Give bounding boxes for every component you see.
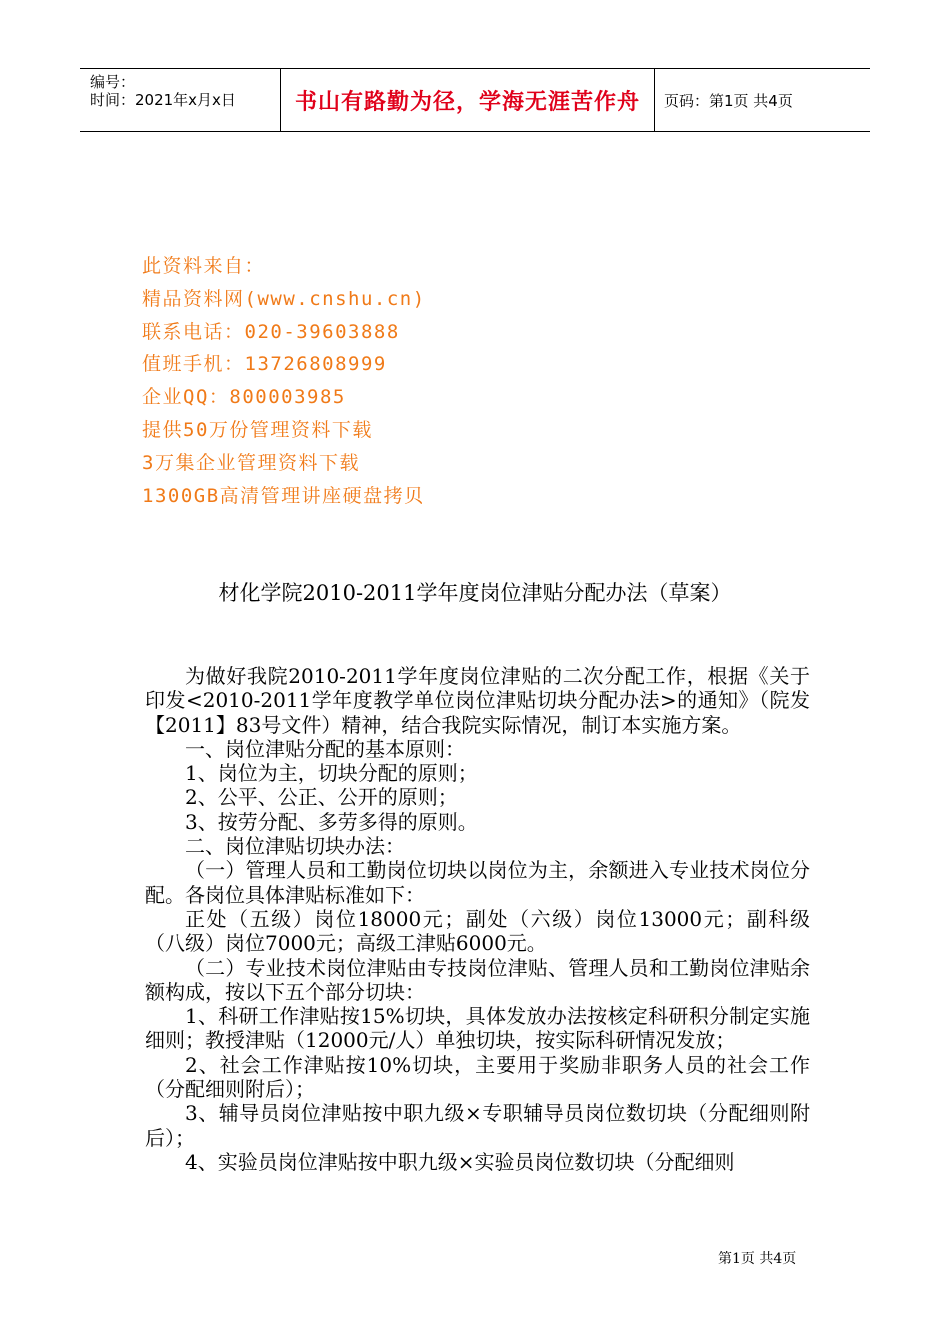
paragraph: 为做好我院2010-2011学年度岗位津贴的二次分配工作，根据《关于印发<2010-2011学年度教学单位岗位津贴切块分配办法>的通知》（院发【2011】83号文件）精神，结合我院实际情况，制订本实施方案。 bbox=[145, 664, 810, 737]
header-left-cell bbox=[80, 69, 280, 131]
header-motto-cell bbox=[280, 69, 655, 131]
paragraph: 4、实验员岗位津贴按中职九级×实验员岗位数切块（分配细则 bbox=[185, 1149, 735, 1174]
ad-line: 3万集企业管理资料下载 bbox=[142, 451, 360, 474]
number-label: 编号： bbox=[90, 73, 136, 91]
page-footer: 第1页 共4页 bbox=[718, 1251, 797, 1267]
paragraph: 3、按劳分配、多劳多得的原则。 bbox=[185, 809, 478, 834]
paragraph: 3、辅导员岗位津贴按中职九级×专职辅导员岗位数切块（分配细则附后）； bbox=[145, 1101, 810, 1150]
paragraph: 一、岗位津贴分配的基本原则： bbox=[185, 736, 465, 761]
page-number-label: 页码：第1页 共4页 bbox=[664, 91, 793, 110]
ad-line: 1300GB高清管理讲座硬盘拷贝 bbox=[142, 484, 425, 507]
paragraph: （一）管理人员和工勤岗位切块以岗位为主，余额进入专业技术岗位分配。各岗位具体津贴标准如下： bbox=[145, 858, 810, 907]
ad-line: 此资料来自： bbox=[142, 255, 266, 277]
ad-line: 值班手机：13726808999 bbox=[142, 353, 387, 376]
paragraph: 二、岗位津贴切块办法： bbox=[185, 834, 405, 859]
paragraph: 2、社会工作津贴按10%切块，主要用于奖励非职务人员的社会工作（分配细则附后）； bbox=[145, 1052, 810, 1102]
time-label: 时间：2021年x月x日 bbox=[90, 91, 236, 109]
motto: 书山有路勤为径，学海无涯苦作舟 bbox=[294, 89, 640, 115]
paragraph: 1、岗位为主，切块分配的原则； bbox=[185, 761, 478, 786]
document-body bbox=[145, 664, 810, 1174]
ad-line: 联系电话：020-39603888 bbox=[142, 320, 400, 343]
paragraph: 2、公平、公正、公开的原则； bbox=[185, 785, 458, 810]
header-page-cell bbox=[654, 69, 870, 131]
paragraph: 正处（五级）岗位18000元；副处（六级）岗位13000元；副科级（八级）岗位7000元；高级工津贴6000元。 bbox=[145, 906, 810, 956]
page-header bbox=[80, 68, 870, 132]
paragraph: 1、科研工作津贴按15%切块，具体发放办法按核定科研积分制定实施细则；教授津贴（12000元/人）单独切块，按实际科研情况发放； bbox=[145, 1004, 810, 1053]
document-title: 材化学院2010-2011学年度岗位津贴分配办法（草案） bbox=[218, 581, 732, 605]
ad-line: 精品资料网(www.cnshu.cn) bbox=[142, 287, 426, 310]
ad-line: 企业QQ：800003985 bbox=[142, 386, 346, 409]
source-advertisement bbox=[142, 250, 426, 512]
ad-line: 提供50万份管理资料下载 bbox=[142, 418, 373, 441]
paragraph: （二）专业技术岗位津贴由专技岗位津贴、管理人员和工勤岗位津贴余额构成，按以下五个部分切块： bbox=[145, 955, 810, 1004]
